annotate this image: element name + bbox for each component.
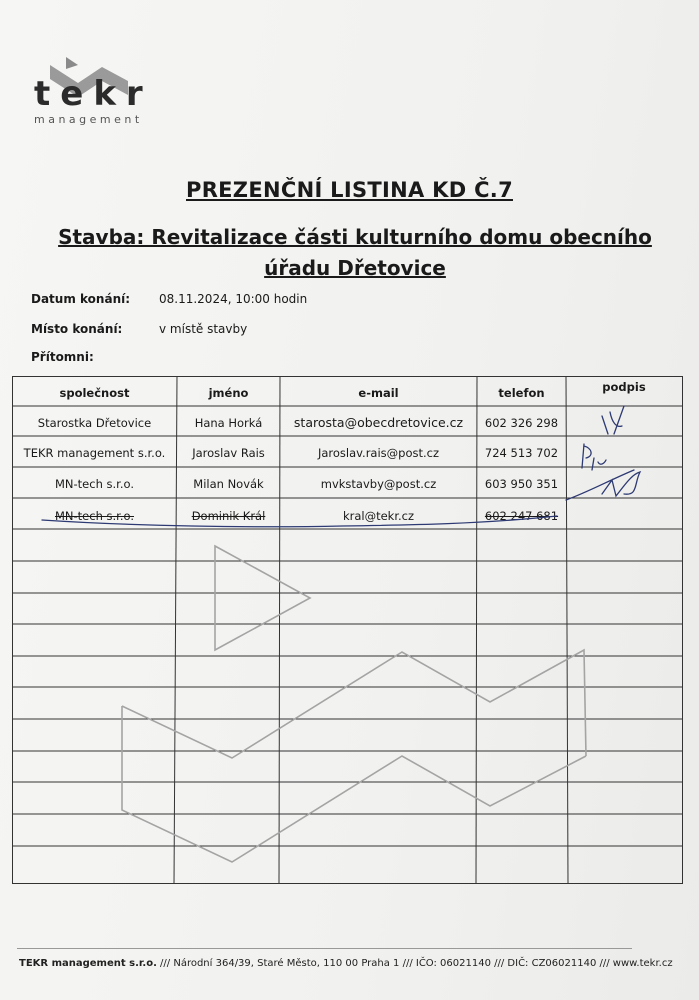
row-3-name: Milan Novák — [193, 477, 264, 491]
logo-subtitle: management — [34, 113, 143, 126]
row-1-phone: 602 326 298 — [484, 416, 559, 430]
header-phone: telefon — [498, 386, 545, 400]
row-1-email: starosta@obecdretovice.cz — [293, 415, 464, 430]
row-3-company: MN-tech s.r.o. — [55, 477, 134, 491]
date-label: Datum konání: — [31, 292, 131, 306]
header-signature: podpis — [602, 380, 646, 394]
signature-1-icon — [602, 406, 624, 434]
row-1-name: Hana Horká — [194, 416, 263, 430]
footer — [19, 958, 673, 969]
place-value: v místě stavby — [159, 322, 248, 336]
subtitle-line-2: úřadu Dřetovice — [264, 256, 446, 280]
subtitle-line-1: Stavba: Revitalizace části kulturního domu obecního — [58, 225, 652, 249]
present-label: Přítomni: — [31, 350, 94, 364]
row-4-phone: 602 247 681 — [484, 509, 559, 523]
logo-word: tekr — [34, 74, 153, 114]
header-email: e-mail — [358, 386, 399, 400]
row-2-email: Jaroslav.rais@post.cz — [317, 446, 440, 460]
row-3-phone: 603 950 351 — [484, 477, 559, 491]
row-2-name: Jaroslav Rais — [192, 446, 265, 460]
row-4-name: Dominik Král — [191, 509, 266, 523]
page-title: PREZENČNÍ LISTINA KD Č.7 — [186, 178, 513, 202]
footer-company: TEKR management s.r.o. — [19, 958, 157, 969]
row-1-company: Starostka Dřetovice — [37, 416, 152, 430]
header-name: jméno — [208, 386, 249, 400]
row-3-email: mvkstavby@post.cz — [320, 477, 437, 491]
row-4-company: MN-tech s.r.o. — [55, 509, 134, 523]
page-subtitle — [20, 222, 690, 284]
footer-divider — [17, 948, 632, 949]
signature-2-icon — [582, 444, 606, 470]
signature-3-icon — [566, 470, 640, 500]
handwritten-marks — [12, 376, 683, 884]
date-value: 08.11.2024, 10:00 hodin — [159, 292, 308, 306]
row-4-email: kral@tekr.cz — [342, 509, 415, 523]
header-company: společnost — [59, 386, 130, 400]
row-2-phone: 724 513 702 — [484, 446, 559, 460]
place-label: Místo konání: — [31, 322, 123, 336]
strike-through-line — [42, 516, 557, 527]
row-2-company: TEKR management s.r.o. — [23, 446, 166, 460]
attendance-table — [12, 376, 683, 884]
footer-details: /// Národní 364/39, Staré Město, 110 00 Praha 1 /// IČO: 06021140 /// DIČ: CZ06021140 /// www.tekr.cz — [156, 958, 673, 969]
